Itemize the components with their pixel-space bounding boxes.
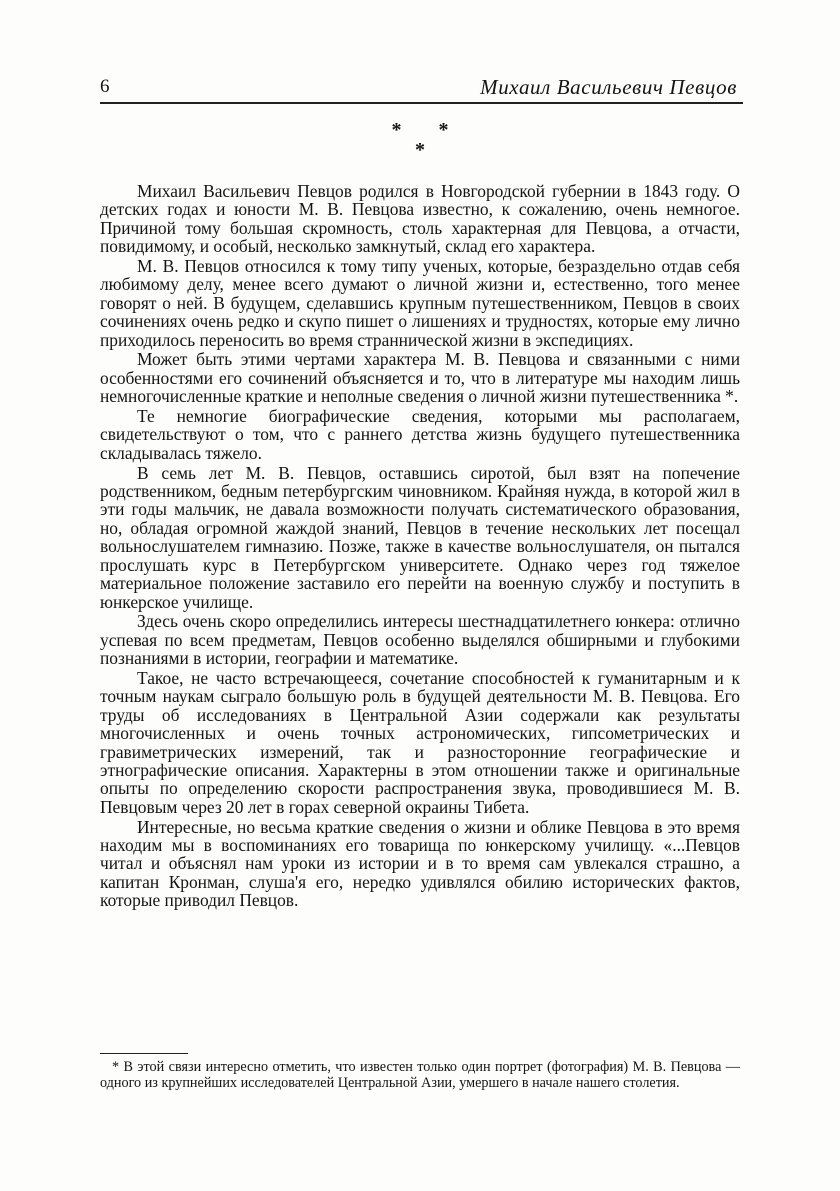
footnote-rule	[100, 1053, 188, 1054]
paragraph: М. В. Певцов относился к тому типу ученых, которые, безраздельно отдав себя любимому делу, менее всего думают о личной жизни и, естественно, того менее говорят о ней. В будущем, сделавшись крупным путешественником, Певцов в своих сочинениях очень редко и скупо пишет о лишениях и трудностях, которые ему лично приходилось переносить во время страннической жизни в экспедициях.	[100, 256, 740, 350]
running-head	[100, 72, 743, 104]
asterism-top: * *	[391, 119, 465, 141]
paragraph: Такое, не часто встречающееся, сочетание способностей к гуманитарным и к точным наукам сыграло большую роль в будущей деятельности М. В. Певцова. Его труды об исследованиях в Центральной Азии содержали как результаты многочисленных и очень точных астрономических, гипсометрических и гравиметрических измерений, так и разносторонние географические и этнографические описания. Характерны в этом отношении также и оригинальные опыты по определению скорости распространения звука, проводившиеся М. В. Певцовым через 20 лет в горах северной окраины Тибета.	[100, 667, 740, 817]
asterism-divider	[370, 120, 470, 160]
asterism-bottom: *	[415, 139, 425, 161]
paragraph: В семь лет М. В. Певцов, оставшись сиротой, был взят на попечение родственником, бедным петербургским чиновником. Крайняя нужда, в которой жил в эти годы мальчик, не давала возможности получать систематического образования, но, обладая огромной жаждой знаний, Певцов в течение нескольких лет посещал вольнослушателем гимназию. Позже, также в качестве вольнослушателя, он пытался прослушать курс в Петербургском университете. Однако через год тяжелое материальное положение заставило его перейти на военную службу и поступить в юнкерское училище.	[100, 462, 740, 612]
footnote-text: * В этой связи интересно отметить, что известен только один портрет (фотография) М. В. Певцова — одного из крупнейших исследователей Центральной Азии, умершего в начале нашего столетия.	[100, 1059, 740, 1091]
paragraph: Интересные, но весьма краткие сведения о жизни и облике Певцова в это время находим мы в воспоминаниях его товарища по юнкерскому училищу. «...Певцов читал и объяснял нам уроки из истории и в то время сам увлекался страшно, а капитан Кронман, слуша'я его, нередко удивлялся обилию исторических фактов, которые приводил Певцов.	[100, 816, 740, 911]
body-text	[100, 182, 740, 911]
paragraph: Может быть этими чертами характера М. В. Певцова и связанными с ними особенностями его сочинений объясняется и то, что в литературе мы находим лишь немногочисленные краткие и неполные сведения о личной жизни путешественника *.	[100, 349, 740, 407]
paragraph: Здесь очень скоро определились интересы шестнадцатилетнего юнкера: отлично успевая по всем предметам, Певцов особенно выделялся обширными и глубокими познаниями в истории, географии и математике.	[100, 611, 740, 669]
running-title: Михаил Васильевич Певцов	[480, 75, 737, 99]
page-number: 6	[100, 76, 110, 97]
paragraph: Михаил Васильевич Певцов родился в Новгородской губернии в 1843 году. О детских годах и юности М. В. Певцова известно, к сожалению, очень немногое. Причиной тому большая скромность, столь характерная для Певцова, а отчасти, повидимому, и особый, несколько замкнутый, склад его характера.	[100, 181, 740, 257]
paragraph: Те немногие биографические сведения, которыми мы располагаем, свидетельствуют о том, что с раннего детства жизнь будущего путешественника складывалась тяжело.	[100, 406, 740, 463]
footnote	[100, 1060, 740, 1092]
